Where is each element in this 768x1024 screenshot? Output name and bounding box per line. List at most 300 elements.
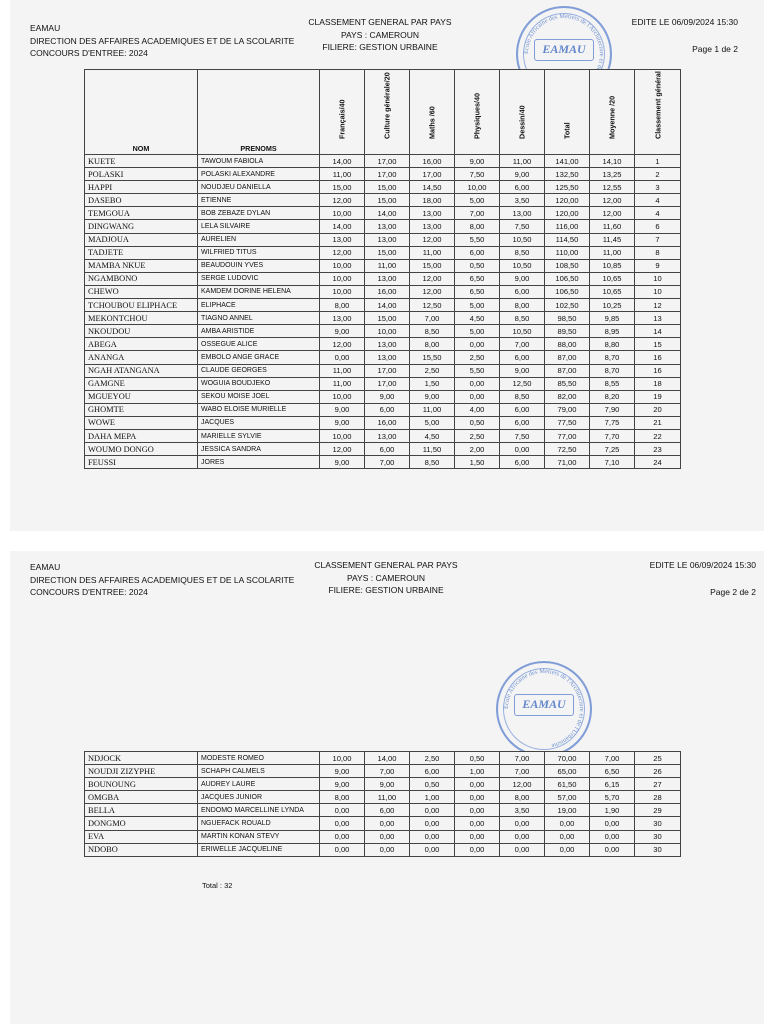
cell-maths: 12,00 bbox=[410, 272, 455, 285]
cell-total: 106,50 bbox=[545, 285, 590, 298]
cell-classement: 29 bbox=[635, 804, 681, 817]
cell-culture: 15,00 bbox=[365, 194, 410, 207]
cell-nom: POLASKI bbox=[85, 168, 198, 181]
report-title: CLASSEMENT GENERAL PAR PAYS bbox=[308, 17, 452, 27]
cell-prenoms: CLAUDE GEORGES bbox=[198, 364, 320, 377]
cell-francais: 9,00 bbox=[320, 765, 365, 778]
cell-classement: 8 bbox=[635, 246, 681, 259]
cell-francais: 0,00 bbox=[320, 843, 365, 856]
cell-prenoms: ERIWELLE JACQUELINE bbox=[198, 843, 320, 856]
cell-total: 57,00 bbox=[545, 791, 590, 804]
cell-culture: 13,00 bbox=[365, 233, 410, 246]
cell-prenoms: KAMDEM DORINE HELENA bbox=[198, 285, 320, 298]
cell-culture: 17,00 bbox=[365, 168, 410, 181]
cell-nom: MEKONTCHOU bbox=[85, 312, 198, 325]
cell-physiques: 5,50 bbox=[455, 364, 500, 377]
cell-nom: GHOMTE bbox=[85, 403, 198, 416]
cell-classement: 26 bbox=[635, 765, 681, 778]
cell-prenoms: LELA SILVAIRE bbox=[198, 220, 320, 233]
cell-nom: EVA bbox=[85, 830, 198, 843]
cell-moyenne: 13,25 bbox=[590, 168, 635, 181]
header-left-2 bbox=[30, 561, 294, 599]
cell-culture: 11,00 bbox=[365, 259, 410, 272]
cell-francais: 9,00 bbox=[320, 456, 365, 469]
cell-maths: 8,00 bbox=[410, 338, 455, 351]
table-body-page-2 bbox=[85, 752, 681, 857]
table-row bbox=[85, 181, 681, 194]
stamp-ring-text bbox=[498, 663, 590, 755]
cell-culture: 7,00 bbox=[365, 765, 410, 778]
cell-physiques: 0,00 bbox=[455, 390, 500, 403]
cell-total: 0,00 bbox=[545, 830, 590, 843]
cell-total: 77,50 bbox=[545, 416, 590, 429]
cell-culture: 11,00 bbox=[365, 791, 410, 804]
cell-classement: 30 bbox=[635, 817, 681, 830]
cell-total: 88,00 bbox=[545, 338, 590, 351]
cell-maths: 0,00 bbox=[410, 830, 455, 843]
cell-culture: 14,00 bbox=[365, 752, 410, 765]
cell-physiques: 0,00 bbox=[455, 338, 500, 351]
col-total: Total bbox=[545, 70, 590, 155]
cell-total: 72,50 bbox=[545, 443, 590, 456]
cell-dessin: 7,50 bbox=[500, 429, 545, 442]
concours-label: CONCOURS D'ENTREE: 2024 bbox=[30, 48, 148, 58]
cell-dessin: 6,00 bbox=[500, 416, 545, 429]
cell-total: 114,50 bbox=[545, 233, 590, 246]
cell-francais: 8,00 bbox=[320, 299, 365, 312]
cell-maths: 0,00 bbox=[410, 804, 455, 817]
cell-francais: 10,00 bbox=[320, 259, 365, 272]
cell-physiques: 1,00 bbox=[455, 765, 500, 778]
cell-prenoms: EMBOLO ANGE GRACE bbox=[198, 351, 320, 364]
cell-culture: 13,00 bbox=[365, 220, 410, 233]
cell-physiques: 0,00 bbox=[455, 843, 500, 856]
cell-prenoms: JACQUES bbox=[198, 416, 320, 429]
cell-maths: 17,00 bbox=[410, 168, 455, 181]
cell-francais: 11,00 bbox=[320, 168, 365, 181]
cell-moyenne: 7,75 bbox=[590, 416, 635, 429]
cell-maths: 11,50 bbox=[410, 443, 455, 456]
cell-maths: 6,00 bbox=[410, 765, 455, 778]
cell-physiques: 0,00 bbox=[455, 817, 500, 830]
cell-francais: 15,00 bbox=[320, 181, 365, 194]
table-row bbox=[85, 220, 681, 233]
results-table-page-1 bbox=[84, 69, 681, 469]
cell-classement: 12 bbox=[635, 299, 681, 312]
cell-culture: 7,00 bbox=[365, 456, 410, 469]
cell-dessin: 8,00 bbox=[500, 791, 545, 804]
table-row bbox=[85, 377, 681, 390]
cell-total: 0,00 bbox=[545, 843, 590, 856]
cell-prenoms: NOUDJEU DANIELLA bbox=[198, 181, 320, 194]
cell-physiques: 0,00 bbox=[455, 778, 500, 791]
table-row bbox=[85, 325, 681, 338]
cell-moyenne: 6,50 bbox=[590, 765, 635, 778]
cell-moyenne: 10,25 bbox=[590, 299, 635, 312]
cell-culture: 15,00 bbox=[365, 246, 410, 259]
cell-nom: DASEBO bbox=[85, 194, 198, 207]
cell-maths: 11,00 bbox=[410, 403, 455, 416]
cell-francais: 11,00 bbox=[320, 364, 365, 377]
cell-maths: 2,50 bbox=[410, 752, 455, 765]
cell-maths: 11,00 bbox=[410, 246, 455, 259]
cell-prenoms: WILFRIED TITUS bbox=[198, 246, 320, 259]
cell-francais: 9,00 bbox=[320, 325, 365, 338]
cell-maths: 0,00 bbox=[410, 817, 455, 830]
results-table-page-2 bbox=[84, 751, 681, 857]
col-prenoms: PRENOMS bbox=[198, 70, 320, 155]
cell-dessin: 10,50 bbox=[500, 233, 545, 246]
table-row bbox=[85, 817, 681, 830]
cell-moyenne: 0,00 bbox=[590, 843, 635, 856]
filiere-label: FILIERE: GESTION URBAINE bbox=[322, 42, 438, 52]
cell-total: 70,00 bbox=[545, 752, 590, 765]
table-row bbox=[85, 194, 681, 207]
cell-physiques: 6,50 bbox=[455, 285, 500, 298]
cell-prenoms: AUDREY LAURE bbox=[198, 778, 320, 791]
cell-culture: 9,00 bbox=[365, 390, 410, 403]
cell-francais: 9,00 bbox=[320, 416, 365, 429]
cell-total: 65,00 bbox=[545, 765, 590, 778]
cell-prenoms: NGUEFACK ROUALD bbox=[198, 817, 320, 830]
cell-classement: 6 bbox=[635, 220, 681, 233]
cell-total: 110,00 bbox=[545, 246, 590, 259]
table-row bbox=[85, 155, 681, 168]
cell-physiques: 5,50 bbox=[455, 233, 500, 246]
cell-total: 19,00 bbox=[545, 804, 590, 817]
cell-maths: 12,00 bbox=[410, 233, 455, 246]
cell-moyenne: 8,70 bbox=[590, 351, 635, 364]
table-row bbox=[85, 403, 681, 416]
cell-dessin: 6,00 bbox=[500, 403, 545, 416]
cell-classement: 23 bbox=[635, 443, 681, 456]
cell-prenoms: MODESTE ROMEO bbox=[198, 752, 320, 765]
cell-physiques: 5,00 bbox=[455, 194, 500, 207]
cell-moyenne: 10,65 bbox=[590, 272, 635, 285]
cell-francais: 10,00 bbox=[320, 390, 365, 403]
cell-physiques: 2,50 bbox=[455, 351, 500, 364]
cell-prenoms: MARIELLE SYLVIE bbox=[198, 429, 320, 442]
table-row bbox=[85, 299, 681, 312]
cell-culture: 10,00 bbox=[365, 325, 410, 338]
cell-maths: 13,00 bbox=[410, 207, 455, 220]
cell-physiques: 7,50 bbox=[455, 168, 500, 181]
cell-nom: ABEGA bbox=[85, 338, 198, 351]
cell-prenoms: JESSICA SANDRA bbox=[198, 443, 320, 456]
cell-classement: 9 bbox=[635, 259, 681, 272]
cell-physiques: 1,50 bbox=[455, 456, 500, 469]
cell-moyenne: 8,70 bbox=[590, 364, 635, 377]
cell-classement: 19 bbox=[635, 390, 681, 403]
cell-total: 132,50 bbox=[545, 168, 590, 181]
cell-culture: 15,00 bbox=[365, 312, 410, 325]
cell-culture: 15,00 bbox=[365, 181, 410, 194]
cell-prenoms: POLASKI ALEXANDRE bbox=[198, 168, 320, 181]
cell-nom: MADJOUA bbox=[85, 233, 198, 246]
table-row bbox=[85, 778, 681, 791]
cell-culture: 14,00 bbox=[365, 299, 410, 312]
cell-prenoms: ELIPHACE bbox=[198, 299, 320, 312]
cell-culture: 17,00 bbox=[365, 364, 410, 377]
cell-classement: 18 bbox=[635, 377, 681, 390]
table-row bbox=[85, 285, 681, 298]
col-culture: Culture générale/20 bbox=[365, 70, 410, 155]
cell-francais: 0,00 bbox=[320, 817, 365, 830]
cell-culture: 6,00 bbox=[365, 443, 410, 456]
header-right-2 bbox=[596, 559, 756, 598]
cell-moyenne: 7,25 bbox=[590, 443, 635, 456]
cell-francais: 10,00 bbox=[320, 272, 365, 285]
cell-total: 87,00 bbox=[545, 364, 590, 377]
col-nom: NOM bbox=[85, 70, 198, 155]
cell-nom: WOWE bbox=[85, 416, 198, 429]
eamau-stamp-2 bbox=[496, 661, 592, 757]
cell-maths: 12,00 bbox=[410, 285, 455, 298]
cell-dessin: 3,50 bbox=[500, 804, 545, 817]
org-name: EAMAU bbox=[30, 23, 61, 33]
cell-moyenne: 7,00 bbox=[590, 752, 635, 765]
cell-culture: 16,00 bbox=[365, 285, 410, 298]
cell-nom: MAMBA NKUE bbox=[85, 259, 198, 272]
cell-physiques: 7,00 bbox=[455, 207, 500, 220]
cell-physiques: 4,50 bbox=[455, 312, 500, 325]
cell-nom: NKOUDOU bbox=[85, 325, 198, 338]
cell-nom: GAMGNE bbox=[85, 377, 198, 390]
cell-total: 125,50 bbox=[545, 181, 590, 194]
cell-culture: 6,00 bbox=[365, 804, 410, 817]
cell-moyenne: 1,90 bbox=[590, 804, 635, 817]
col-moyenne: Moyenne /20 bbox=[590, 70, 635, 155]
direction-name-2: DIRECTION DES AFFAIRES ACADEMIQUES ET DE LA SCOLARITE bbox=[30, 574, 295, 585]
filiere-label-2: FILIERE: GESTION URBAINE bbox=[328, 585, 444, 595]
cell-physiques: 0,50 bbox=[455, 752, 500, 765]
cell-moyenne: 0,00 bbox=[590, 830, 635, 843]
cell-classement: 3 bbox=[635, 181, 681, 194]
edited-date: EDITE LE 06/09/2024 15:30 bbox=[631, 17, 738, 27]
cell-prenoms: JORES bbox=[198, 456, 320, 469]
cell-maths: 1,00 bbox=[410, 791, 455, 804]
cell-classement: 22 bbox=[635, 429, 681, 442]
table-row bbox=[85, 312, 681, 325]
cell-total: 61,50 bbox=[545, 778, 590, 791]
cell-classement: 13 bbox=[635, 312, 681, 325]
cell-classement: 14 bbox=[635, 325, 681, 338]
cell-dessin: 6,00 bbox=[500, 351, 545, 364]
cell-culture: 13,00 bbox=[365, 272, 410, 285]
cell-dessin: 7,00 bbox=[500, 752, 545, 765]
table-row bbox=[85, 233, 681, 246]
table-row bbox=[85, 791, 681, 804]
stamp-center-text: EAMAU bbox=[542, 42, 586, 56]
cell-nom: NOUDJI ZIZYPHE bbox=[85, 765, 198, 778]
cell-moyenne: 8,95 bbox=[590, 325, 635, 338]
cell-prenoms: SEKOU MOISE JOEL bbox=[198, 390, 320, 403]
cell-maths: 0,00 bbox=[410, 843, 455, 856]
cell-maths: 5,00 bbox=[410, 416, 455, 429]
cell-moyenne: 10,65 bbox=[590, 285, 635, 298]
table-row bbox=[85, 443, 681, 456]
cell-maths: 7,00 bbox=[410, 312, 455, 325]
table-body-page-1 bbox=[85, 155, 681, 469]
cell-physiques: 0,00 bbox=[455, 377, 500, 390]
cell-francais: 11,00 bbox=[320, 377, 365, 390]
cell-francais: 12,00 bbox=[320, 246, 365, 259]
table-row bbox=[85, 259, 681, 272]
cell-moyenne: 11,45 bbox=[590, 233, 635, 246]
cell-francais: 8,00 bbox=[320, 791, 365, 804]
cell-moyenne: 11,00 bbox=[590, 246, 635, 259]
cell-maths: 16,00 bbox=[410, 155, 455, 168]
cell-moyenne: 7,90 bbox=[590, 403, 635, 416]
cell-maths: 9,00 bbox=[410, 390, 455, 403]
cell-moyenne: 14,10 bbox=[590, 155, 635, 168]
cell-dessin: 7,00 bbox=[500, 765, 545, 778]
cell-dessin: 7,50 bbox=[500, 220, 545, 233]
cell-nom: FEUSSI bbox=[85, 456, 198, 469]
cell-dessin: 0,00 bbox=[500, 843, 545, 856]
cell-culture: 13,00 bbox=[365, 429, 410, 442]
header-left bbox=[30, 22, 294, 60]
results-page-2 bbox=[10, 551, 764, 1024]
cell-moyenne: 6,15 bbox=[590, 778, 635, 791]
country-label: PAYS : CAMEROUN bbox=[340, 29, 420, 40]
cell-maths: 12,50 bbox=[410, 299, 455, 312]
cell-dessin: 13,00 bbox=[500, 207, 545, 220]
cell-total: 89,50 bbox=[545, 325, 590, 338]
cell-dessin: 8,50 bbox=[500, 246, 545, 259]
cell-moyenne: 12,00 bbox=[590, 194, 635, 207]
cell-dessin: 12,50 bbox=[500, 377, 545, 390]
svg-text:Ecole Africaine des Métiers de: Ecole Africaine des Métiers de l'Architecture et d bbox=[522, 12, 606, 70]
page-number-2: Page 2 de 2 bbox=[710, 586, 756, 597]
cell-culture: 0,00 bbox=[365, 843, 410, 856]
cell-dessin: 9,00 bbox=[500, 364, 545, 377]
col-physiques: Physiques/40 bbox=[455, 70, 500, 155]
cell-culture: 6,00 bbox=[365, 403, 410, 416]
cell-total: 82,00 bbox=[545, 390, 590, 403]
cell-total: 141,00 bbox=[545, 155, 590, 168]
cell-dessin: 11,00 bbox=[500, 155, 545, 168]
cell-total: 87,00 bbox=[545, 351, 590, 364]
cell-culture: 17,00 bbox=[365, 377, 410, 390]
cell-prenoms: WABO ELOISE MURIELLE bbox=[198, 403, 320, 416]
table-row bbox=[85, 390, 681, 403]
cell-francais: 10,00 bbox=[320, 752, 365, 765]
cell-francais: 13,00 bbox=[320, 312, 365, 325]
cell-total: 120,00 bbox=[545, 207, 590, 220]
cell-dessin: 9,00 bbox=[500, 272, 545, 285]
cell-classement: 4 bbox=[635, 194, 681, 207]
org-name-2: EAMAU bbox=[30, 562, 61, 572]
cell-total: 98,50 bbox=[545, 312, 590, 325]
cell-dessin: 6,00 bbox=[500, 181, 545, 194]
cell-moyenne: 11,60 bbox=[590, 220, 635, 233]
cell-moyenne: 0,00 bbox=[590, 817, 635, 830]
cell-francais: 14,00 bbox=[320, 220, 365, 233]
cell-nom: NDOBO bbox=[85, 843, 198, 856]
cell-prenoms: JACQUES JUNIOR bbox=[198, 791, 320, 804]
cell-prenoms: TAWOUM FABIOLA bbox=[198, 155, 320, 168]
col-classement: Classement général bbox=[635, 70, 681, 155]
cell-classement: 16 bbox=[635, 364, 681, 377]
cell-classement: 2 bbox=[635, 168, 681, 181]
cell-culture: 0,00 bbox=[365, 830, 410, 843]
cell-culture: 13,00 bbox=[365, 338, 410, 351]
cell-francais: 0,00 bbox=[320, 830, 365, 843]
cell-nom: DONGMO bbox=[85, 817, 198, 830]
cell-physiques: 5,00 bbox=[455, 325, 500, 338]
cell-total: 71,00 bbox=[545, 456, 590, 469]
cell-prenoms: ETIENNE bbox=[198, 194, 320, 207]
cell-nom: WOUMO DONGO bbox=[85, 443, 198, 456]
cell-nom: OMGBA bbox=[85, 791, 198, 804]
svg-text:Ecole Africaine des Métiers de: Ecole Africaine des Métiers de l'Architecture et de l'Urbanisme bbox=[502, 667, 586, 750]
cell-francais: 12,00 bbox=[320, 443, 365, 456]
cell-francais: 10,00 bbox=[320, 429, 365, 442]
cell-physiques: 8,00 bbox=[455, 220, 500, 233]
cell-physiques: 4,00 bbox=[455, 403, 500, 416]
cell-moyenne: 9,85 bbox=[590, 312, 635, 325]
cell-prenoms: TIAGNO ANNEL bbox=[198, 312, 320, 325]
cell-nom: TADJETE bbox=[85, 246, 198, 259]
cell-total: 79,00 bbox=[545, 403, 590, 416]
table-row bbox=[85, 752, 681, 765]
cell-francais: 0,00 bbox=[320, 351, 365, 364]
cell-dessin: 7,00 bbox=[500, 338, 545, 351]
table-row bbox=[85, 804, 681, 817]
cell-classement: 30 bbox=[635, 830, 681, 843]
cell-moyenne: 8,55 bbox=[590, 377, 635, 390]
cell-total: 120,00 bbox=[545, 194, 590, 207]
table-row bbox=[85, 429, 681, 442]
header-center bbox=[290, 16, 470, 54]
cell-moyenne: 5,70 bbox=[590, 791, 635, 804]
cell-prenoms: ENDOMO MARCELLINE LYNDA bbox=[198, 804, 320, 817]
cell-classement: 21 bbox=[635, 416, 681, 429]
cell-maths: 18,00 bbox=[410, 194, 455, 207]
cell-classement: 10 bbox=[635, 272, 681, 285]
cell-maths: 15,00 bbox=[410, 259, 455, 272]
cell-maths: 14,50 bbox=[410, 181, 455, 194]
cell-prenoms: MARTIN KONAN STEVY bbox=[198, 830, 320, 843]
cell-moyenne: 7,10 bbox=[590, 456, 635, 469]
cell-francais: 14,00 bbox=[320, 155, 365, 168]
cell-maths: 0,50 bbox=[410, 778, 455, 791]
cell-nom: ANANGA bbox=[85, 351, 198, 364]
cell-maths: 13,00 bbox=[410, 220, 455, 233]
page-number: Page 1 de 2 bbox=[692, 43, 738, 54]
col-francais: Français/40 bbox=[320, 70, 365, 155]
header-center-2 bbox=[296, 559, 476, 597]
cell-moyenne: 10,85 bbox=[590, 259, 635, 272]
cell-francais: 10,00 bbox=[320, 207, 365, 220]
cell-nom: TCHOUBOU ELIPHACE bbox=[85, 299, 198, 312]
cell-classement: 25 bbox=[635, 752, 681, 765]
cell-classement: 7 bbox=[635, 233, 681, 246]
cell-prenoms: SERGE LUDOVIC bbox=[198, 272, 320, 285]
cell-physiques: 0,50 bbox=[455, 416, 500, 429]
cell-dessin: 10,50 bbox=[500, 325, 545, 338]
direction-name: DIRECTION DES AFFAIRES ACADEMIQUES ET DE LA SCOLARITE bbox=[30, 35, 295, 46]
cell-physiques: 0,00 bbox=[455, 791, 500, 804]
cell-nom: DAHA MEPA bbox=[85, 429, 198, 442]
cell-moyenne: 12,55 bbox=[590, 181, 635, 194]
table-row bbox=[85, 830, 681, 843]
table-row bbox=[85, 765, 681, 778]
cell-dessin: 9,00 bbox=[500, 168, 545, 181]
cell-dessin: 8,00 bbox=[500, 299, 545, 312]
cell-dessin: 0,00 bbox=[500, 830, 545, 843]
